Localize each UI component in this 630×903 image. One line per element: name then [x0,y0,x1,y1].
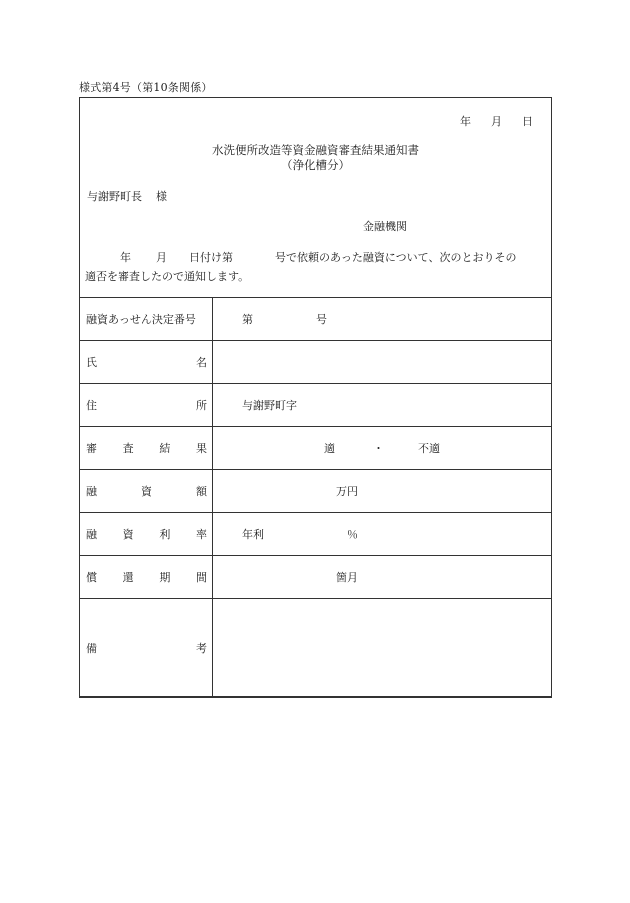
document-title [80,143,551,173]
remarks-field[interactable] [213,599,552,698]
option-separator: ・ [373,442,384,455]
row-label-review-result: 審 査 結 果 [80,427,213,470]
loan-amount-field[interactable] [213,470,552,513]
body-line-2: 適否を審査したので通知します。 [85,270,250,283]
row-label-decision-number: 融資あっせん決定番号 [80,298,213,341]
form-header [80,98,551,298]
body-year: 年 [120,251,131,264]
table-row [80,427,552,470]
name-field[interactable] [213,341,552,384]
body-rest: 号で依頼のあった融資について、次のとおりその [275,251,517,264]
row-label-address: 住 所 [80,384,213,427]
decision-number-suffix: 号 [316,313,327,326]
table-row [80,599,552,698]
title-line-2: （浄化槽分） [281,158,350,172]
date-day: 日 [522,115,533,128]
row-label-remarks: 備 考 [80,599,213,698]
decision-number-prefix: 第 [242,313,253,326]
body-dated: 日付け第 [189,251,233,264]
address-field[interactable] [213,384,552,427]
option-rejected[interactable]: 不適 [418,442,440,455]
repayment-period-unit: 箇月 [336,571,358,584]
date-year: 年 [460,115,471,128]
addressee-honorific: 様 [156,190,167,203]
review-result-field [213,427,552,470]
repayment-period-field[interactable] [213,556,552,599]
table-row [80,341,552,384]
address-prefix: 与謝野町字 [242,399,297,412]
row-label-name: 氏 名 [80,341,213,384]
addressee [87,188,167,204]
table-row [80,556,552,599]
table-row [80,298,552,341]
body-month: 月 [156,251,167,264]
option-approved[interactable]: 適 [324,442,335,455]
interest-rate-unit: ％ [347,528,358,541]
interest-rate-field[interactable] [213,513,552,556]
financial-institution-label: 金融機関 [363,220,407,233]
date-line [460,113,533,129]
decision-number-field[interactable] [213,298,552,341]
notice-form [79,97,552,697]
table-row [80,384,552,427]
addressee-name: 与謝野町長 [87,190,142,203]
interest-rate-prefix: 年利 [242,528,264,541]
row-label-repayment-period: 償 還 期 間 [80,556,213,599]
row-label-interest-rate: 融 資 利 率 [80,513,213,556]
notice-body [85,248,547,286]
date-month: 月 [491,115,502,128]
row-label-loan-amount: 融 資 額 [80,470,213,513]
loan-amount-unit: 万円 [336,485,358,498]
form-number-label: 様式第4号（第10条関係） [79,81,213,94]
details-table [79,297,552,698]
title-line-1: 水洗便所改造等資金融資審査結果通知書 [212,143,419,157]
table-row [80,470,552,513]
table-row [80,513,552,556]
